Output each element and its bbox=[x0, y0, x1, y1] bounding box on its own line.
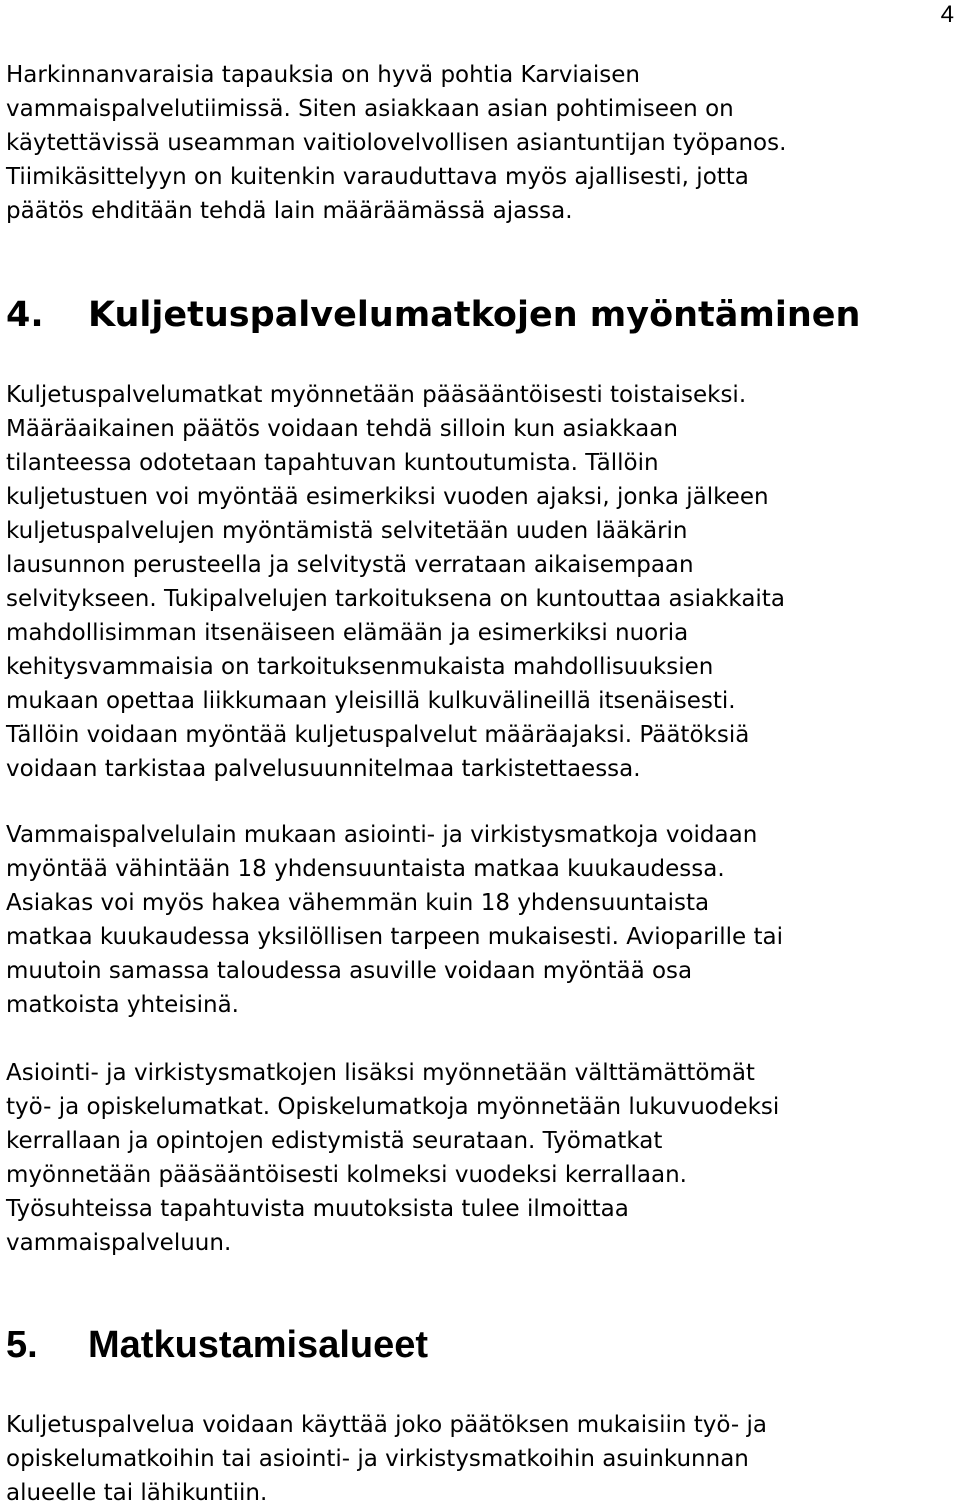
section-5-number: 5. bbox=[6, 1324, 38, 1366]
text-line: myöntää vähintään 18 yhdensuuntaista matkaa kuukaudessa. bbox=[6, 856, 725, 882]
text-line: vammaispalvelutiimissä. Siten asiakkaan asian pohtimiseen on bbox=[6, 96, 734, 122]
text-line: lausunnon perusteella ja selvitystä verrataan aikaisempaan bbox=[6, 552, 694, 578]
section-4-number: 4. bbox=[6, 295, 44, 335]
section-4-title: Kuljetuspalvelumatkojen myöntäminen bbox=[88, 295, 861, 335]
text-line: kehitysvammaisia on tarkoituksenmukaista mahdollisuuksien bbox=[6, 654, 714, 680]
page-number: 4 bbox=[940, 1, 954, 28]
text-line: päätös ehditään tehdä lain määräämässä ajassa. bbox=[6, 198, 573, 224]
text-line: Harkinnanvaraisia tapauksia on hyvä pohtia Karviaisen bbox=[6, 62, 640, 88]
text-line: Määräaikainen päätös voidaan tehdä silloin kun asiakkaan bbox=[6, 416, 678, 442]
text-line: alueelle tai lähikuntiin. bbox=[6, 1480, 268, 1506]
text-line: kerrallaan ja opintojen edistymistä seurataan. Työmatkat bbox=[6, 1128, 663, 1154]
text-line: vammaispalveluun. bbox=[6, 1230, 232, 1256]
text-line: tilanteessa odotetaan tapahtuvan kuntoutumista. Tällöin bbox=[6, 450, 659, 476]
section-4-paragraph-1 bbox=[6, 378, 958, 786]
intro-paragraph bbox=[6, 58, 958, 228]
text-line: kuljetustuen voi myöntää esimerkiksi vuoden ajaksi, jonka jälkeen bbox=[6, 484, 769, 510]
text-line: mukaan opettaa liikkumaan yleisillä kulkuvälineillä itsenäisesti. bbox=[6, 688, 736, 714]
text-line: Kuljetuspalvelumatkat myönnetään pääsääntöisesti toistaiseksi. bbox=[6, 382, 747, 408]
text-line: Asiointi- ja virkistysmatkojen lisäksi myönnetään välttämättömät bbox=[6, 1060, 755, 1086]
text-line: opiskelumatkoihin tai asiointi- ja virkistysmatkoihin asuinkunnan bbox=[6, 1446, 749, 1472]
text-line: Työsuhteissa tapahtuvista muutoksista tulee ilmoittaa bbox=[6, 1196, 629, 1222]
text-line: matkoista yhteisinä. bbox=[6, 992, 239, 1018]
section-5-paragraph-1 bbox=[6, 1408, 958, 1510]
text-line: Tällöin voidaan myöntää kuljetuspalvelut määräajaksi. Päätöksiä bbox=[6, 722, 750, 748]
section-5-title: Matkustamisalueet bbox=[88, 1324, 429, 1366]
text-line: Tiimikäsittelyyn on kuitenkin varauduttava myös ajallisesti, jotta bbox=[6, 164, 749, 190]
section-4-heading bbox=[6, 292, 860, 338]
section-5-heading bbox=[6, 1322, 428, 1368]
text-line: työ- ja opiskelumatkat. Opiskelumatkoja myönnetään lukuvuodeksi bbox=[6, 1094, 780, 1120]
section-4-paragraph-2 bbox=[6, 818, 958, 1022]
text-line: Asiakas voi myös hakea vähemmän kuin 18 yhdensuuntaista bbox=[6, 890, 710, 916]
text-line: käytettävissä useamman vaitiolovelvollisen asiantuntijan työpanos. bbox=[6, 130, 787, 156]
text-line: matkaa kuukaudessa yksilöllisen tarpeen mukaisesti. Avioparille tai bbox=[6, 924, 783, 950]
text-line: myönnetään pääsääntöisesti kolmeksi vuodeksi kerrallaan. bbox=[6, 1162, 687, 1188]
text-line: muutoin samassa taloudessa asuville voidaan myöntää osa bbox=[6, 958, 693, 984]
text-line: kuljetuspalvelujen myöntämistä selvitetään uuden lääkärin bbox=[6, 518, 688, 544]
text-line: selvitykseen. Tukipalvelujen tarkoituksena on kuntouttaa asiakkaita bbox=[6, 586, 785, 612]
text-line: voidaan tarkistaa palvelusuunnitelmaa tarkistettaessa. bbox=[6, 756, 641, 782]
section-4-paragraph-3 bbox=[6, 1056, 958, 1260]
text-line: Kuljetuspalvelua voidaan käyttää joko päätöksen mukaisiin työ- ja bbox=[6, 1412, 767, 1438]
text-line: Vammaispalvelulain mukaan asiointi- ja virkistysmatkoja voidaan bbox=[6, 822, 758, 848]
text-line: mahdollisimman itsenäiseen elämään ja esimerkiksi nuoria bbox=[6, 620, 689, 646]
